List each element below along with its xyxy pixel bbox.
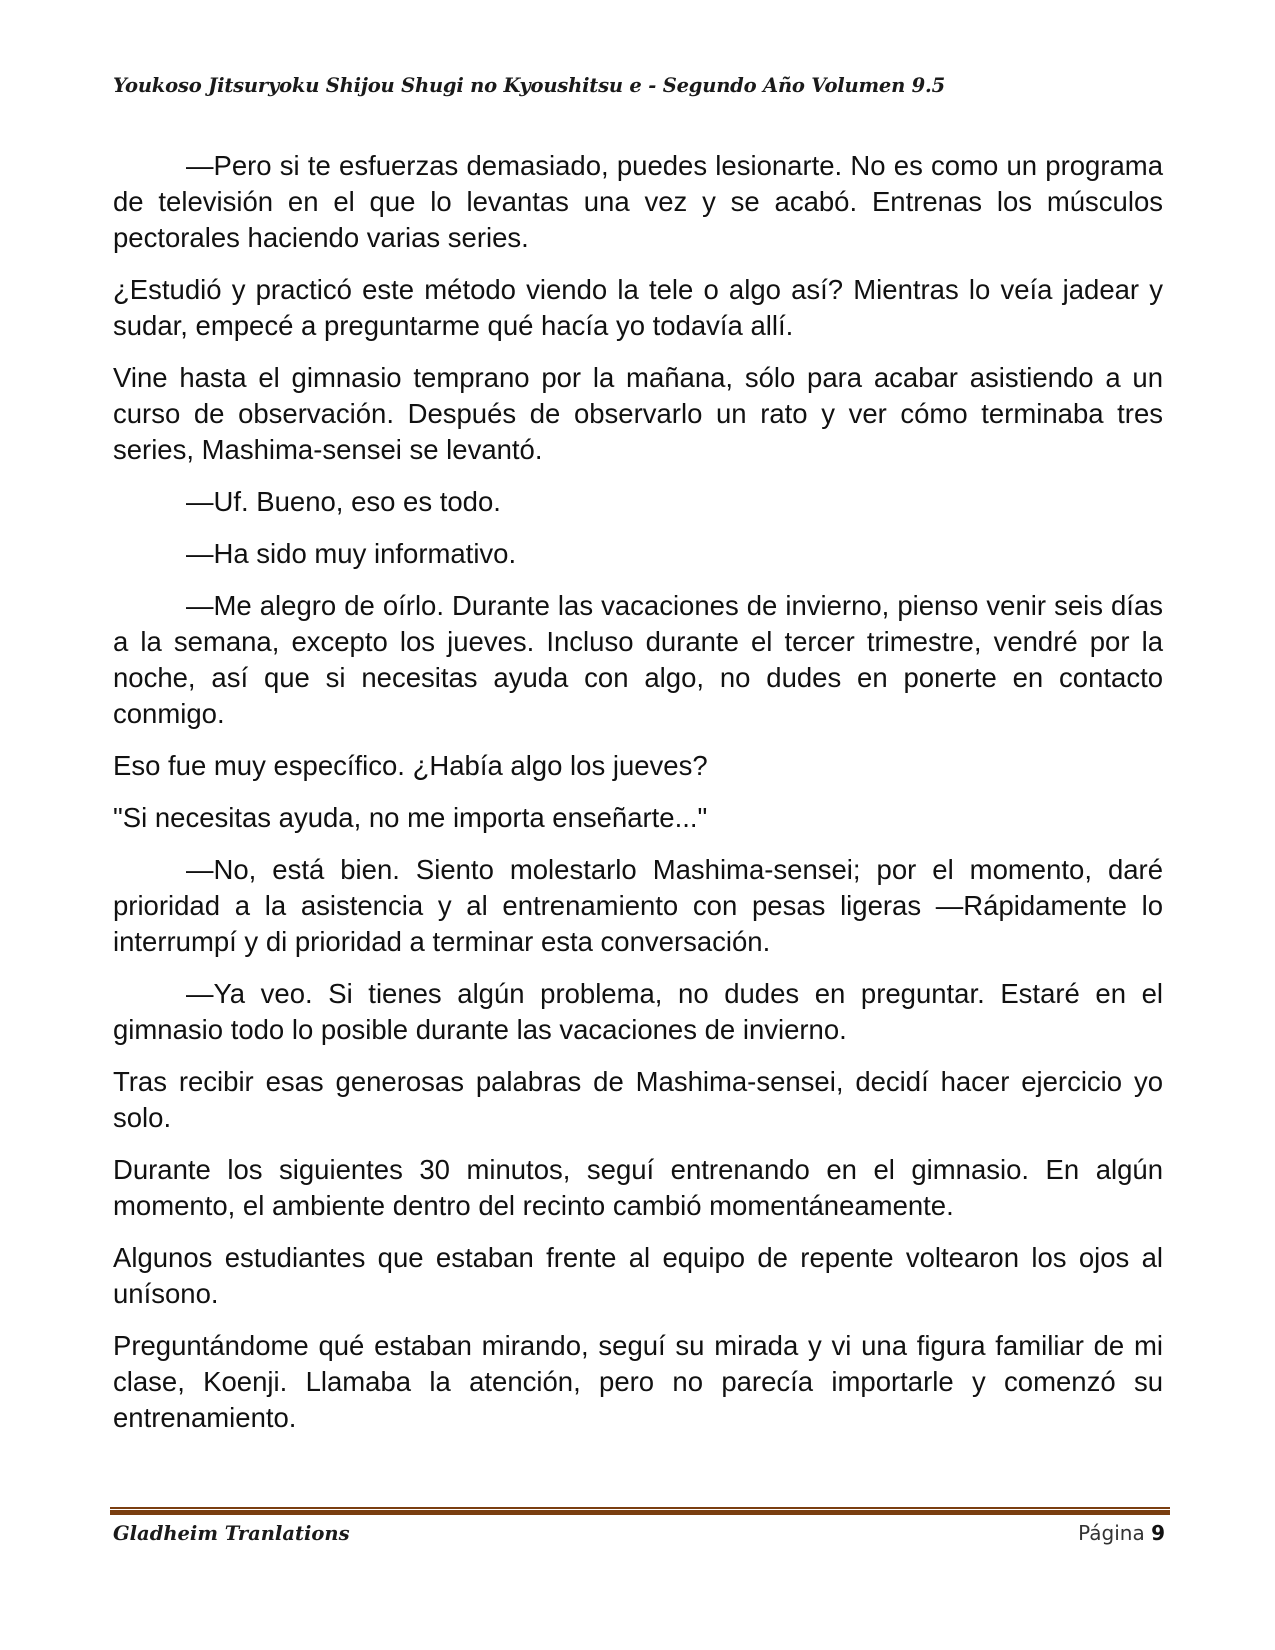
page-body <box>113 148 1163 1452</box>
paragraph-2: ¿Estudió y practicó este método viendo la tele o algo así? Mientras lo veía jadear y sudar, empecé a preguntarme qué hacía yo todavía allí. <box>113 274 1163 341</box>
paragraph-1: —Pero si te esfuerzas demasiado, puedes lesionarte. No es como un programa de televisión en el que lo levantas una vez y se acabó. Entrenas los músculos pectorales haciendo varias series. <box>113 150 1163 253</box>
paragraph-6: —Me alegro de oírlo. Durante las vacaciones de invierno, pienso venir seis días a la semana, excepto los jueves. Incluso durante el tercer trimestre, vendré por la noche, así que si necesitas ayuda con algo, no dudes en ponerte en contacto conmigo. <box>113 590 1163 729</box>
paragraph-11: Tras recibir esas generosas palabras de Mashima-sensei, decidí hacer ejercicio yo solo. <box>113 1066 1163 1133</box>
footer-page-indicator <box>1078 1521 1165 1545</box>
paragraph-4: —Uf. Bueno, eso es todo. <box>186 486 501 517</box>
page-number: 9 <box>1151 1521 1165 1545</box>
paragraph-5: —Ha sido muy informativo. <box>186 538 517 569</box>
paragraph-9: —No, está bien. Siento molestarlo Mashima-sensei; por el momento, daré prioridad a la asistencia y al entrenamiento con pesas ligeras —Rápidamente lo interrumpí y di prioridad a terminar esta conversación. <box>113 854 1163 957</box>
page-label: Página <box>1078 1521 1145 1545</box>
footer-divider-thick-line <box>110 1510 1170 1515</box>
paragraph-8: "Si necesitas ayuda, no me importa enseñarte..." <box>113 802 708 833</box>
document-header-title: Youkoso Jitsuryoku Shijou Shugi no Kyoushitsu e - Segundo Año Volumen 9.5 <box>113 74 945 97</box>
paragraph-7: Eso fue muy específico. ¿Había algo los jueves? <box>113 750 708 781</box>
paragraph-3: Vine hasta el gimnasio temprano por la mañana, sólo para acabar asistiendo a un curso de observación. Después de observarlo un rato y ver cómo terminaba tres series, Mashima-sensei se levantó. <box>113 362 1163 465</box>
footer-divider-thin-line <box>110 1507 1170 1509</box>
paragraph-10: —Ya veo. Si tienes algún problema, no dudes en preguntar. Estaré en el gimnasio todo lo posible durante las vacaciones de invierno. <box>113 978 1163 1045</box>
footer-translator-credit: Gladheim Tranlations <box>113 1522 350 1545</box>
paragraph-13: Algunos estudiantes que estaban frente al equipo de repente voltearon los ojos al unísono. <box>113 1242 1163 1309</box>
footer-divider <box>110 1507 1170 1515</box>
paragraph-12: Durante los siguientes 30 minutos, seguí entrenando en el gimnasio. En algún momento, el ambiente dentro del recinto cambió momentáneamente. <box>113 1154 1163 1221</box>
paragraph-14: Preguntándome qué estaban mirando, seguí su mirada y vi una figura familiar de mi clase, Koenji. Llamaba la atención, pero no parecía importarle y comenzó su entrenamiento. <box>113 1330 1163 1433</box>
